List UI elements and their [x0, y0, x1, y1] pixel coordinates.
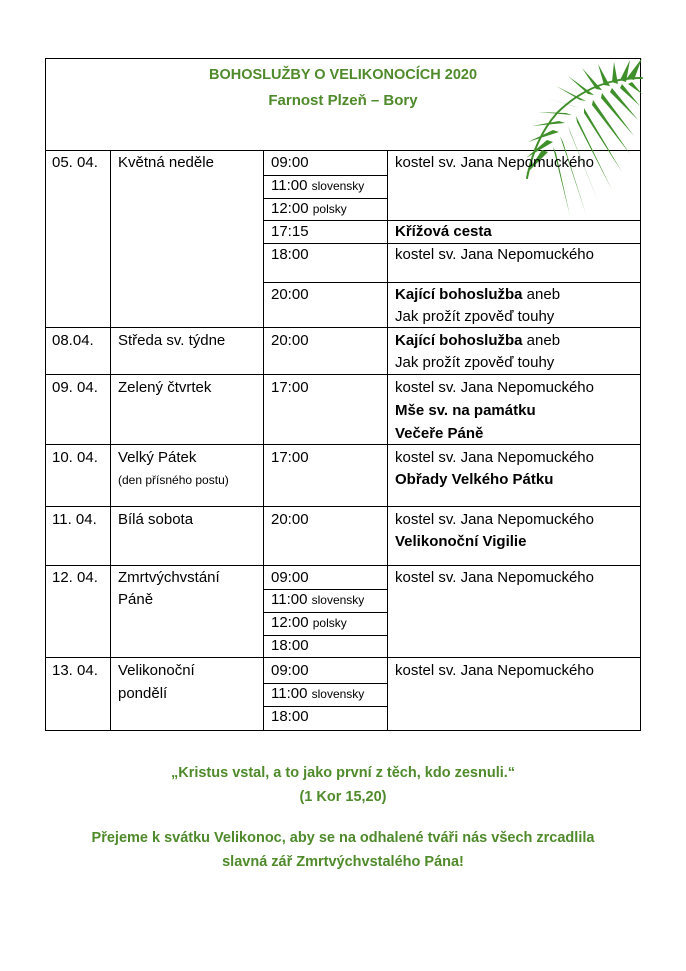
place: kostel sv. Jana Nepomuckého [395, 246, 594, 263]
day-date: 10. 04. [52, 449, 98, 466]
place: Jak prožít zpověď touhy [395, 308, 555, 325]
place: Křížová cesta [395, 223, 492, 240]
time: 20:00 [271, 511, 309, 528]
time: 09:00 [271, 662, 309, 679]
day-date: 09. 04. [52, 379, 98, 396]
palm-leaf-icon [502, 58, 642, 218]
place: Velikonoční Vigilie [395, 533, 527, 550]
day-name: Zelený čtvrtek [118, 379, 212, 396]
place: kostel sv. Jana Nepomuckého [395, 449, 594, 466]
time: 17:00 [271, 379, 309, 396]
page-title: BOHOSLUŽBY O VELIKONOCÍCH 2020 [208, 67, 478, 83]
place: kostel sv. Jana Nepomuckého [395, 511, 594, 528]
time: 18:00 [271, 708, 309, 725]
place: kostel sv. Jana Nepomuckého [395, 662, 594, 679]
time: 11:00 slovensky [271, 591, 365, 608]
time: 17:00 [271, 449, 309, 466]
day-name: Zmrtvýchvstání [118, 569, 220, 586]
time: 17:15 [271, 223, 309, 240]
bible-reference: (1 Kor 15,20) [299, 789, 387, 805]
time: 09:00 [271, 569, 309, 586]
day-name: Květná neděle [118, 154, 214, 171]
day-name: Bílá sobota [118, 511, 194, 528]
day-name: Středa sv. týdne [118, 332, 226, 349]
time: 12:00 polsky [271, 614, 347, 631]
place: Mše sv. na památku [395, 402, 536, 419]
easter-wish-line2: slavná zář Zmrtvýchvstalého Pána! [222, 854, 464, 870]
time: 18:00 [271, 637, 309, 654]
schedule-table [45, 58, 641, 731]
time: 20:00 [271, 332, 309, 349]
day-date: 12. 04. [52, 569, 98, 586]
day-name: Velký Pátek [118, 449, 197, 466]
time: 11:00 slovensky [271, 685, 365, 702]
time: 20:00 [271, 286, 309, 303]
place: kostel sv. Jana Nepomuckého [395, 379, 594, 396]
day-date: 05. 04. [52, 154, 98, 171]
day-date: 13. 04. [52, 662, 98, 679]
time: 09:00 [271, 154, 309, 171]
parish-subtitle: Farnost Plzeň – Bory [268, 92, 418, 109]
place: Kající bohoslužba aneb [395, 286, 561, 303]
place: Jak prožít zpověď touhy [395, 354, 555, 371]
time: 11:00 slovensky [271, 177, 365, 194]
day-note: (den přísného postu) [118, 473, 229, 487]
place: kostel sv. Jana Nepomuckého [395, 154, 594, 171]
time: 18:00 [271, 246, 309, 263]
place: Obřady Velkého Pátku [395, 471, 554, 488]
day-name-line2: pondělí [118, 685, 168, 702]
bible-quote: „Kristus vstal, a to jako první z těch, kdo zesnuli.“ [170, 765, 516, 781]
time: 12:00 polsky [271, 200, 347, 217]
place: Večeře Páně [395, 425, 484, 442]
place: Kající bohoslužba aneb [395, 332, 561, 349]
day-name-line2: Páně [118, 591, 154, 608]
place: kostel sv. Jana Nepomuckého [395, 569, 594, 586]
easter-wish-line1: Přejeme k svátku Velikonoc, aby se na odhalené tváři nás všech zrcadlila [91, 830, 595, 846]
day-date: 08.04. [52, 332, 94, 349]
day-date: 11. 04. [52, 511, 97, 528]
day-name: Velikonoční [118, 662, 195, 679]
